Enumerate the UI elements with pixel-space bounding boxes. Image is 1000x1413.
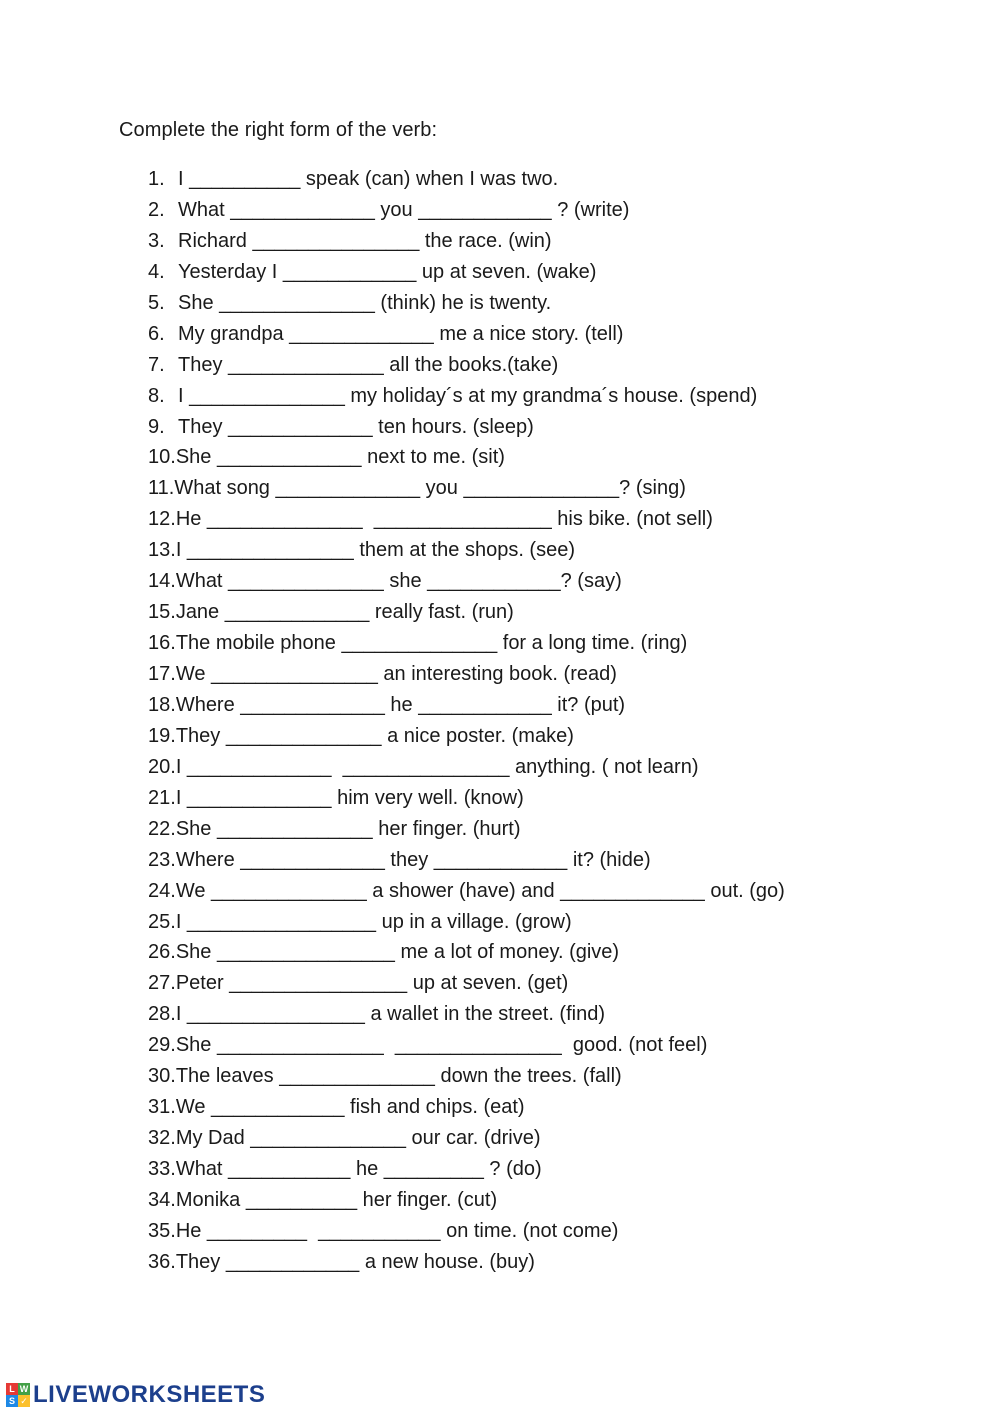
exercise-item xyxy=(148,814,785,845)
exercise-sentence: What _____________ you ____________ ? (write) xyxy=(178,198,630,221)
exercise-number: 7. xyxy=(148,353,165,376)
exercise-sentence: I _______________ them at the shops. (see) xyxy=(175,539,575,562)
exercise-item xyxy=(148,690,785,721)
exercise-item xyxy=(148,319,785,350)
exercise-number: 14. xyxy=(148,570,176,593)
exercise-item xyxy=(148,1030,785,1061)
exercise-item xyxy=(148,195,785,226)
exercise-sentence: She _____________ next to me. (sit) xyxy=(175,446,505,469)
exercise-number: 16. xyxy=(148,632,176,655)
exercise-item xyxy=(148,504,785,535)
exercise-sentence: My grandpa _____________ me a nice story. (tell) xyxy=(178,322,624,345)
exercise-item xyxy=(148,628,785,659)
exercise-number: 9. xyxy=(148,415,165,438)
exercise-sentence: They _____________ ten hours. (sleep) xyxy=(178,415,534,438)
exercise-sentence: She ______________ her finger. (hurt) xyxy=(175,817,521,840)
exercise-number: 15. xyxy=(148,601,176,624)
exercise-item xyxy=(148,288,785,319)
exercise-number: 23. xyxy=(148,848,176,871)
exercise-number: 34. xyxy=(148,1188,176,1211)
exercise-sentence: I __________ speak (can) when I was two. xyxy=(178,168,559,190)
exercise-sentence: I _________________ up in a village. (grow) xyxy=(175,910,572,933)
exercise-sentence: What ______________ she ____________? (say) xyxy=(175,570,622,593)
exercise-number: 11. xyxy=(148,477,175,500)
exercise-number: 13. xyxy=(148,539,176,562)
exercise-number: 22. xyxy=(148,817,176,840)
exercise-sentence: My Dad ______________ our car. (drive) xyxy=(175,1127,541,1150)
exercise-sentence: Jane _____________ really fast. (run) xyxy=(175,601,514,624)
exercise-item xyxy=(148,968,785,999)
exercise-sentence: We ______________ a shower (have) and _____________ out. (go) xyxy=(175,879,785,902)
exercise-number: 10. xyxy=(148,446,176,469)
exercise-number: 3. xyxy=(148,229,165,252)
exercise-number: 2. xyxy=(148,198,165,221)
exercise-number: 17. xyxy=(148,663,176,685)
exercise-item xyxy=(148,937,785,968)
exercise-list xyxy=(148,164,785,1278)
exercise-sentence: They ______________ a nice poster. (make) xyxy=(175,724,574,747)
exercise-number: 18. xyxy=(148,693,176,716)
exercise-number: 5. xyxy=(148,291,165,314)
exercise-item xyxy=(148,442,785,473)
exercise-sentence: She _______________ _______________ good. (not feel) xyxy=(175,1034,708,1057)
exercise-item xyxy=(148,350,785,381)
exercise-item xyxy=(148,783,785,814)
exercise-number: 35. xyxy=(148,1219,176,1242)
worksheet-instruction: Complete the right form of the verb: xyxy=(119,119,438,141)
exercise-number: 26. xyxy=(148,941,176,964)
exercise-sentence: Yesterday I ____________ up at seven. (wake) xyxy=(178,260,597,283)
exercise-item xyxy=(148,845,785,876)
exercise-number: 1. xyxy=(148,168,165,190)
exercise-number: 29. xyxy=(148,1034,176,1057)
exercise-item xyxy=(148,1092,785,1123)
exercise-number: 12. xyxy=(148,508,176,531)
exercise-number: 36. xyxy=(148,1250,176,1273)
exercise-item xyxy=(148,752,785,783)
exercise-sentence: He ______________ ________________ his bike. (not sell) xyxy=(175,508,713,531)
liveworksheets-logo-icon: L W S ✓ xyxy=(6,1383,30,1407)
exercise-number: 19. xyxy=(148,724,176,747)
exercise-number: 31. xyxy=(148,1096,176,1119)
exercise-item xyxy=(148,876,785,907)
exercise-number: 8. xyxy=(148,384,165,407)
exercise-number: 30. xyxy=(148,1065,176,1088)
exercise-number: 4. xyxy=(148,260,165,283)
exercise-sentence: Peter ________________ up at seven. (get) xyxy=(175,972,569,995)
exercise-item xyxy=(148,1185,785,1216)
exercise-item xyxy=(148,907,785,938)
exercise-item xyxy=(148,1123,785,1154)
exercise-sentence: What song _____________ you ______________? (sing) xyxy=(174,477,686,500)
exercise-sentence: He _________ ___________ on time. (not come) xyxy=(175,1219,619,1242)
exercise-item xyxy=(148,535,785,566)
exercise-number: 20. xyxy=(148,755,176,778)
exercise-item xyxy=(148,1216,785,1247)
exercise-item xyxy=(148,164,785,195)
liveworksheets-logo xyxy=(6,1380,265,1410)
exercise-number: 32. xyxy=(148,1127,176,1150)
exercise-sentence: They ____________ a new house. (buy) xyxy=(175,1250,535,1273)
exercise-item xyxy=(148,597,785,628)
exercise-item xyxy=(148,566,785,597)
exercise-sentence: I ________________ a wallet in the street. (find) xyxy=(175,1003,606,1026)
exercise-item xyxy=(148,1061,785,1092)
exercise-sentence: Where _____________ he ____________ it? (put) xyxy=(175,693,626,716)
exercise-item xyxy=(148,1247,785,1278)
exercise-sentence: I _____________ him very well. (know) xyxy=(175,786,524,809)
exercise-sentence: The leaves ______________ down the trees. (fall) xyxy=(175,1065,622,1088)
exercise-number: 28. xyxy=(148,1003,176,1026)
exercise-sentence: Where _____________ they ____________ it? (hide) xyxy=(175,848,651,871)
exercise-sentence: We ____________ fish and chips. (eat) xyxy=(175,1096,525,1119)
exercise-item xyxy=(148,721,785,752)
exercise-item xyxy=(148,257,785,288)
exercise-number: 33. xyxy=(148,1158,176,1180)
exercise-item xyxy=(148,1154,785,1185)
exercise-sentence: The mobile phone ______________ for a long time. (ring) xyxy=(175,632,688,655)
exercise-number: 25. xyxy=(148,910,176,933)
exercise-number: 27. xyxy=(148,972,176,995)
exercise-number: 21. xyxy=(148,786,176,809)
exercise-item xyxy=(148,999,785,1030)
exercise-sentence: Monika __________ her finger. (cut) xyxy=(175,1188,498,1211)
exercise-item xyxy=(148,473,785,504)
exercise-number: 6. xyxy=(148,322,165,345)
exercise-item xyxy=(148,659,785,690)
exercise-sentence: We _______________ an interesting book. (read) xyxy=(175,663,617,685)
exercise-sentence: I ______________ my holiday´s at my grandma´s house. (spend) xyxy=(178,384,758,407)
brand-name: LIVEWORKSHEETS xyxy=(33,1381,266,1408)
exercise-sentence: She ________________ me a lot of money. (give) xyxy=(175,941,620,964)
exercise-item xyxy=(148,226,785,257)
exercise-item xyxy=(148,381,785,412)
exercise-item xyxy=(148,412,785,443)
exercise-number: 24. xyxy=(148,879,176,902)
exercise-sentence: She ______________ (think) he is twenty. xyxy=(178,291,552,314)
exercise-sentence: What ___________ he _________ ? (do) xyxy=(175,1158,542,1180)
exercise-sentence: I _____________ _______________ anything. ( not learn) xyxy=(175,755,699,778)
exercise-sentence: Richard _______________ the race. (win) xyxy=(178,229,552,252)
exercise-sentence: They ______________ all the books.(take) xyxy=(178,353,559,376)
